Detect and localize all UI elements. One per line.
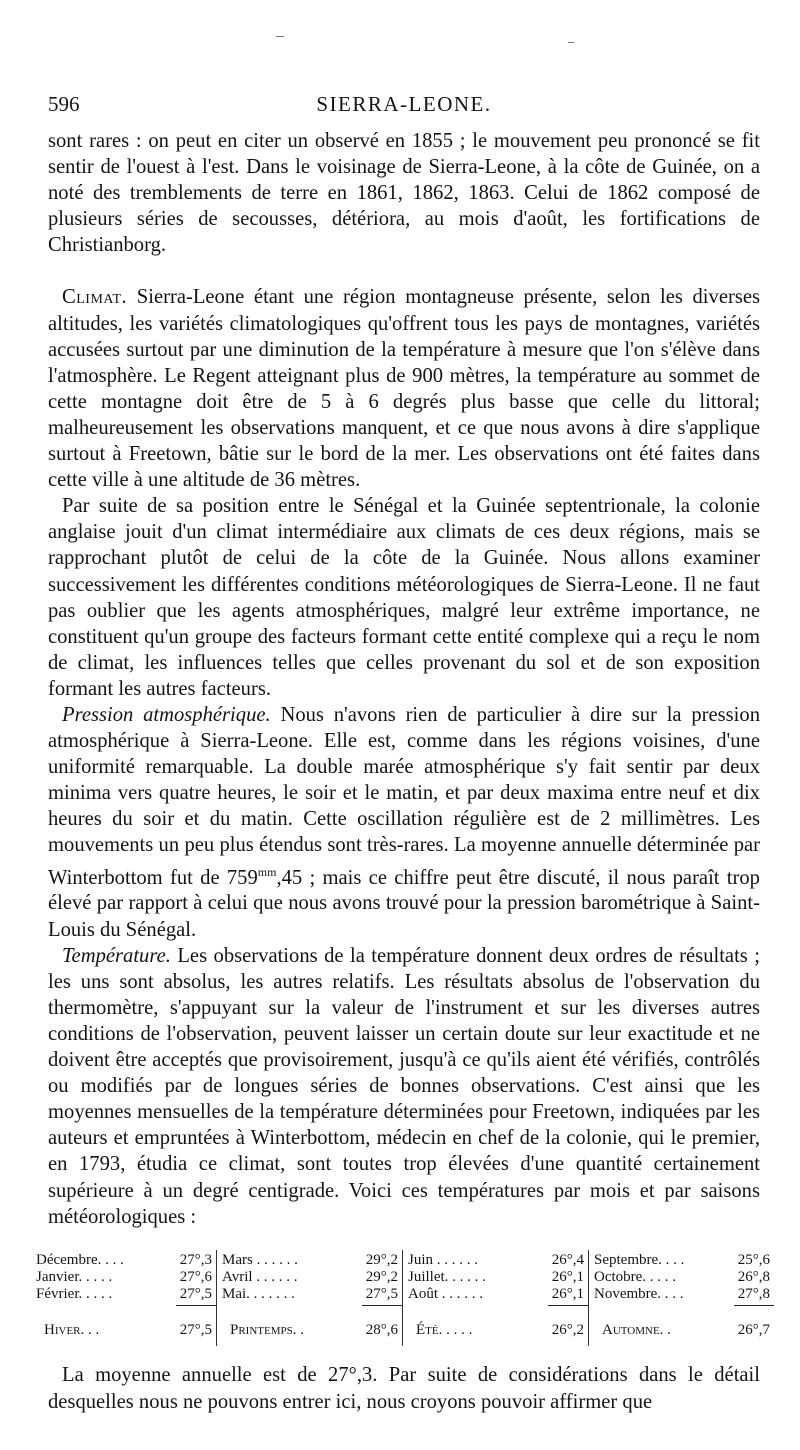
table-column-spring: [220, 1248, 402, 1346]
month-value: 26°,1: [551, 1269, 584, 1285]
month-label: Mars . . . . . .: [222, 1252, 298, 1268]
season-label: Printemps. .: [230, 1322, 304, 1338]
section-label-climat: Climat.: [62, 286, 128, 309]
table-row: [408, 1252, 584, 1269]
paragraph-pression: [48, 702, 760, 943]
month-value: 27°,5: [365, 1286, 398, 1302]
season-value: 27°,5: [179, 1322, 212, 1338]
month-label: Août . . . . . .: [408, 1286, 483, 1302]
table-column-autumn: [592, 1248, 774, 1346]
month-label: Avril . . . . . .: [222, 1269, 298, 1285]
table-row: [36, 1286, 212, 1303]
table-row: [222, 1286, 398, 1303]
temperature-table: [34, 1248, 774, 1348]
paragraph-climat-text: Sierra-Leone étant une région montagneuse présente, selon les diverses altitudes, les variétés climatologiques qu'offrent tous les pays de montagnes, variétés accusées surtout par une diminution de la température à mesure que l'on s'élève dans l'atmosphère. Le Regent atteignant plus de 900 mètres, la température au sommet de cette montagne doit être de 5 à 6 degrés plus basse que celle du littoral; malheureusement les observations manquent, et ce que nous avons à dire s'applique surtout à Freetown, bâtie sur le bord de la mer. Les observations ont été faites dans cette ville à une altitude de 36 mètres.: [48, 286, 760, 492]
table-row: [594, 1252, 770, 1269]
season-value: 26°,2: [551, 1322, 584, 1338]
section-label-temperature: Température.: [62, 944, 171, 967]
closing-text: [48, 1362, 760, 1415]
table-row: [222, 1269, 398, 1286]
scan-mark: [568, 42, 574, 43]
paragraph-position: Par suite de sa position entre le Sénégal et la Guinée septentrionale, la colonie anglaise jouit d'un climat intermédiaire aux climats de ces deux régions, mais se rapprochant plutôt de celui de la côte de la Guinée. Nous allons examiner successivement les différentes conditions météorologiques de Sierra-Leone. Il ne faut pas oublier que les agents atmosphériques, malgré leur extrême importance, ne constituent qu'un groupe des facteurs formant cette entité complexe qui a reçu le nom de climat, les influences telles que celles provenant du sol et de son exposition formant les autres facteurs.: [48, 495, 760, 700]
month-value: 29°,2: [365, 1269, 398, 1285]
sum-rule: [176, 1305, 216, 1306]
sum-rule: [548, 1305, 588, 1306]
table-row: [222, 1252, 398, 1269]
scan-mark: [276, 36, 284, 37]
month-label: Janvier. . . . .: [36, 1269, 113, 1285]
paragraph-climat: [48, 284, 760, 493]
table-row: [594, 1286, 770, 1303]
table-row: [408, 1269, 584, 1286]
paragraph-temperature: [48, 943, 760, 1230]
season-value: 28°,6: [365, 1322, 398, 1338]
paragraph-pression-text-b: ,45 ; mais ce chiffre peut être discuté, il nous paraît trop élevé par rapport à celui que nous avons trouvé pour la pression barométrique à Saint-Louis du Sénégal.: [48, 866, 760, 941]
season-row: [416, 1322, 584, 1339]
month-label: Septembre. . . .: [594, 1252, 685, 1268]
month-label: Février. . . . .: [36, 1286, 113, 1302]
running-title: SIERRA-LEONE.: [316, 92, 492, 116]
month-label: Juin . . . . . .: [408, 1252, 479, 1268]
month-label: Octobre. . . . .: [594, 1269, 677, 1285]
month-value: 27°,6: [179, 1269, 212, 1285]
page-number: 596: [48, 92, 80, 116]
season-label: Été. . . . .: [416, 1322, 473, 1338]
month-value: 25°,6: [737, 1252, 770, 1268]
column-separator: [402, 1250, 403, 1346]
season-row: [602, 1322, 770, 1339]
body-text: [48, 128, 760, 1230]
table-row: [594, 1269, 770, 1286]
page-header: [48, 92, 760, 122]
month-label: Juillet. . . . . .: [408, 1269, 486, 1285]
sum-rule: [362, 1305, 402, 1306]
table-row: [408, 1286, 584, 1303]
month-label: Mai. . . . . . .: [222, 1286, 295, 1302]
month-value: 26°,4: [551, 1252, 584, 1268]
season-row: [230, 1322, 398, 1339]
season-value: 26°,7: [737, 1322, 770, 1338]
table-column-winter: [34, 1248, 216, 1346]
column-separator: [588, 1250, 589, 1346]
month-label: Décembre. . . .: [36, 1252, 124, 1268]
paragraph-pression-text-a: Nous n'avons rien de particulier à dire sur la pression atmosphérique à Sierra-Leone. Elle est, comme dans les régions voisines, d'une uniformité remarquable. La double marée atmosphérique s'y fait sentir par deux minima vers quatre heures, le soir et le matin, et par deux maxima entre neuf et dix heures du soir et du matin. Cette oscillation régulière est de 2 millimètres. Les mouvements un peu plus étendus sont très-rares. La moyenne annuelle déterminée par Winterbottom fut de 759: [48, 703, 760, 889]
section-label-pression: Pression atmosphérique.: [62, 703, 271, 726]
month-value: 27°,8: [737, 1286, 770, 1302]
month-label: Novembre. . . .: [594, 1286, 684, 1302]
unit-superscript: mm: [257, 864, 277, 879]
sum-rule: [734, 1305, 774, 1306]
month-value: 26°,8: [737, 1269, 770, 1285]
season-label: Automne. .: [602, 1322, 671, 1338]
table-row: [36, 1269, 212, 1286]
month-value: 26°,1: [551, 1286, 584, 1302]
paragraph-earthquakes: sont rares : on peut en citer un observé en 1855 ; le mouvement peu prononcé se fit sentir de l'ouest à l'est. Dans le voisinage de Sierra-Leone, à la côte de Guinée, on a noté des tremblements de terre en 1861, 1862, 1863. Celui de 1862 composé de plusieurs séries de secousses, détériora, au mois d'août, les fortifications de Christianborg.: [48, 130, 760, 257]
table-column-summer: [406, 1248, 588, 1346]
month-value: 27°,5: [179, 1286, 212, 1302]
paragraph-temperature-text: Les observations de la température donnent deux ordres de résultats ; les uns sont absolus, les autres relatifs. Les résultats absolus de l'observation du thermomètre, s'appuyant sur la valeur de l'instrument et sur les diverses autres conditions de l'observation, peuvent laisser un certain doute sur leur exactitude et ne doivent être acceptés que provisoirement, jusqu'à ce qu'ils aient été vérifiés, contrôlés ou modifiés par de longues séries de bonnes observations. C'est ainsi que les moyennes mensuelles de la température déterminées pour Freetown, indiquées par les auteurs et empruntées à Winterbottom, médecin en chef de la colonie, qui le premier, en 1793, étudia ce climat, sont toutes trop élevées d'une quantité certainement supérieure à un degré centigrade. Voici ces températures par mois et par saisons météorologiques :: [48, 944, 760, 1228]
column-separator: [216, 1250, 217, 1346]
scan-marks: [0, 28, 800, 48]
paragraph-annual-mean: La moyenne annuelle est de 27°,3. Par suite de considérations dans le détail desquelles nous ne pouvons entrer ici, nous croyons pouvoir affirmer que: [48, 1364, 760, 1413]
season-row: [44, 1322, 212, 1339]
month-value: 29°,2: [365, 1252, 398, 1268]
season-label: Hiver. . .: [44, 1322, 100, 1338]
month-value: 27°,3: [179, 1252, 212, 1268]
table-row: [36, 1252, 212, 1269]
